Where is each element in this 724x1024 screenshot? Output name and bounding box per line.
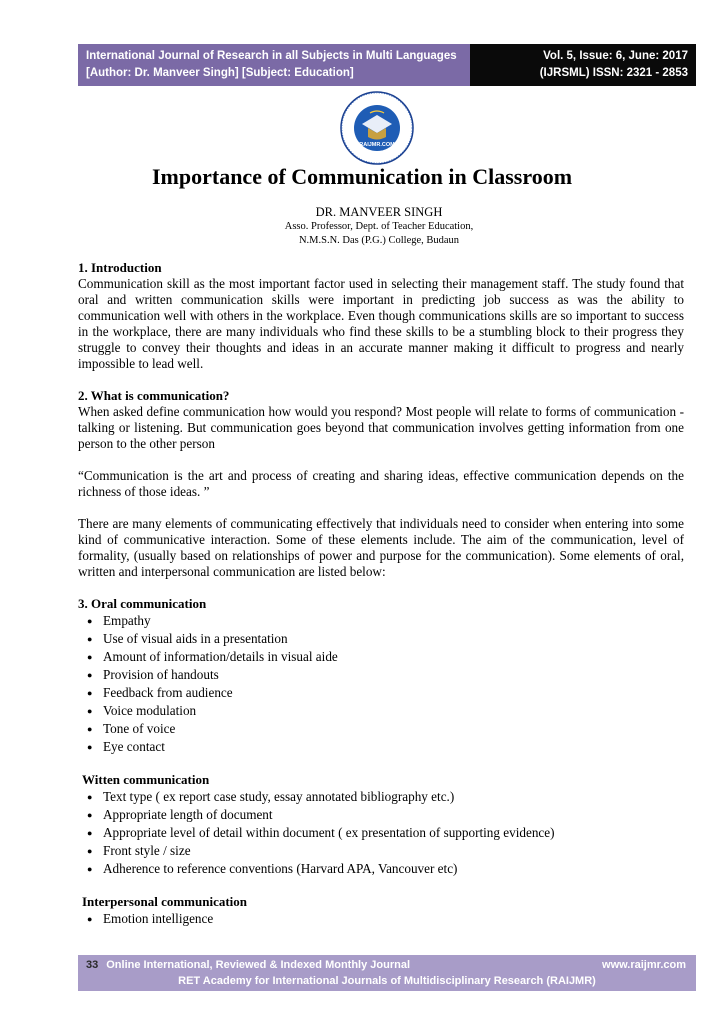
list-item: ● Text type ( ex report case study, essay annotated bibliography etc.) [78, 788, 684, 806]
list-item: ● Front style / size [78, 842, 684, 860]
header-left-panel [78, 44, 470, 86]
journal-header [78, 44, 696, 86]
paper-body [78, 260, 684, 928]
page-number: 33 [86, 959, 99, 971]
author-college: N.M.S.N. Das (P.G.) College, Budaun [298, 235, 460, 246]
written-title: Witten communication [82, 772, 210, 787]
header-right-panel [470, 44, 696, 86]
raijmr-logo [340, 91, 414, 165]
written-list [78, 788, 684, 878]
definition-quote: “Communication is the art and process of creating and sharing ideas, effective communication depends on the richness of those ideas. ” [78, 468, 684, 499]
list-item: ● Feedback from audience [78, 684, 684, 702]
list-item: ● Appropriate level of detail within document ( ex presentation of supporting evidence) [78, 824, 684, 842]
footer-academy: RET Academy for International Journals of Multidisciplinary Research (RAIJMR) [178, 975, 596, 987]
what-paragraph-1: When asked define communication how would you respond? Most people will relate to forms of communication - talking or listening. But communication goes beyond that communication involves getting information from one person to the other person [78, 404, 684, 451]
author-subject: [Author: Dr. Manveer Singh] [Subject: Education] [86, 67, 354, 79]
journal-name: International Journal of Research in all Subjects in Multi Languages [86, 50, 457, 62]
interpersonal-list [78, 910, 684, 928]
list-item: ● Tone of voice [78, 720, 684, 738]
interpersonal-title: Interpersonal communication [82, 894, 248, 909]
section-what-title: 2. What is communication? [78, 388, 230, 403]
list-item: ● Amount of information/details in visual aide [78, 648, 684, 666]
author-name: DR. MANVEER SINGH [315, 205, 443, 219]
list-item: ● Use of visual aids in a presentation [78, 630, 684, 648]
list-item: ● Adherence to reference conventions (Harvard APA, Vancouver etc) [78, 860, 684, 878]
paper-title: Importance of Communication in Classroom [151, 164, 573, 189]
what-paragraph-2: There are many elements of communicating effectively that individuals need to consider when entering into some kind of communicative interaction. Some of these elements include. The aim of the communication, level of formality, (usually based on relationships of power and purpose for the communication). Some elements of oral, written and interpersonal communication are listed below: [78, 516, 684, 579]
list-item: ● Eye contact [78, 738, 684, 756]
footer-url[interactable]: www.raijmr.com [602, 959, 686, 971]
list-item: ● Voice modulation [78, 702, 684, 720]
list-item: ● Appropriate length of document [78, 806, 684, 824]
issn-info: (IJRSML) ISSN: 2321 - 2853 [539, 67, 688, 79]
list-item: ● Provision of handouts [78, 666, 684, 684]
svg-text:RAIJMR.COM: RAIJMR.COM [359, 142, 395, 148]
volume-info: Vol. 5, Issue: 6, June: 2017 [543, 50, 688, 62]
footer-journal: Online International, Reviewed & Indexed Monthly Journal [106, 959, 411, 971]
journal-footer [78, 955, 696, 991]
section-oral-title: 3. Oral communication [78, 596, 207, 611]
section-introduction-title: 1. Introduction [78, 260, 162, 275]
author-block [0, 205, 724, 249]
author-position: Asso. Professor, Dept. of Teacher Education, [284, 220, 474, 232]
list-item: ● Emotion intelligence [78, 910, 684, 928]
introduction-paragraph: Communication skill as the most important factor used in selecting their management staff. The study found that oral and written communication skills were important in predicting job success as was the ability to communication well with others in the workplace. Even though communications skills are so important to success in the workplace, there are many individuals who find these skills to be a stumbling block to their progress they struggle to convey their thoughts and ideas in an accurate manner making it difficult to progress and nearly impossible to lead well. [78, 276, 684, 371]
oral-list [78, 612, 684, 756]
list-item: ● Empathy [78, 612, 684, 630]
